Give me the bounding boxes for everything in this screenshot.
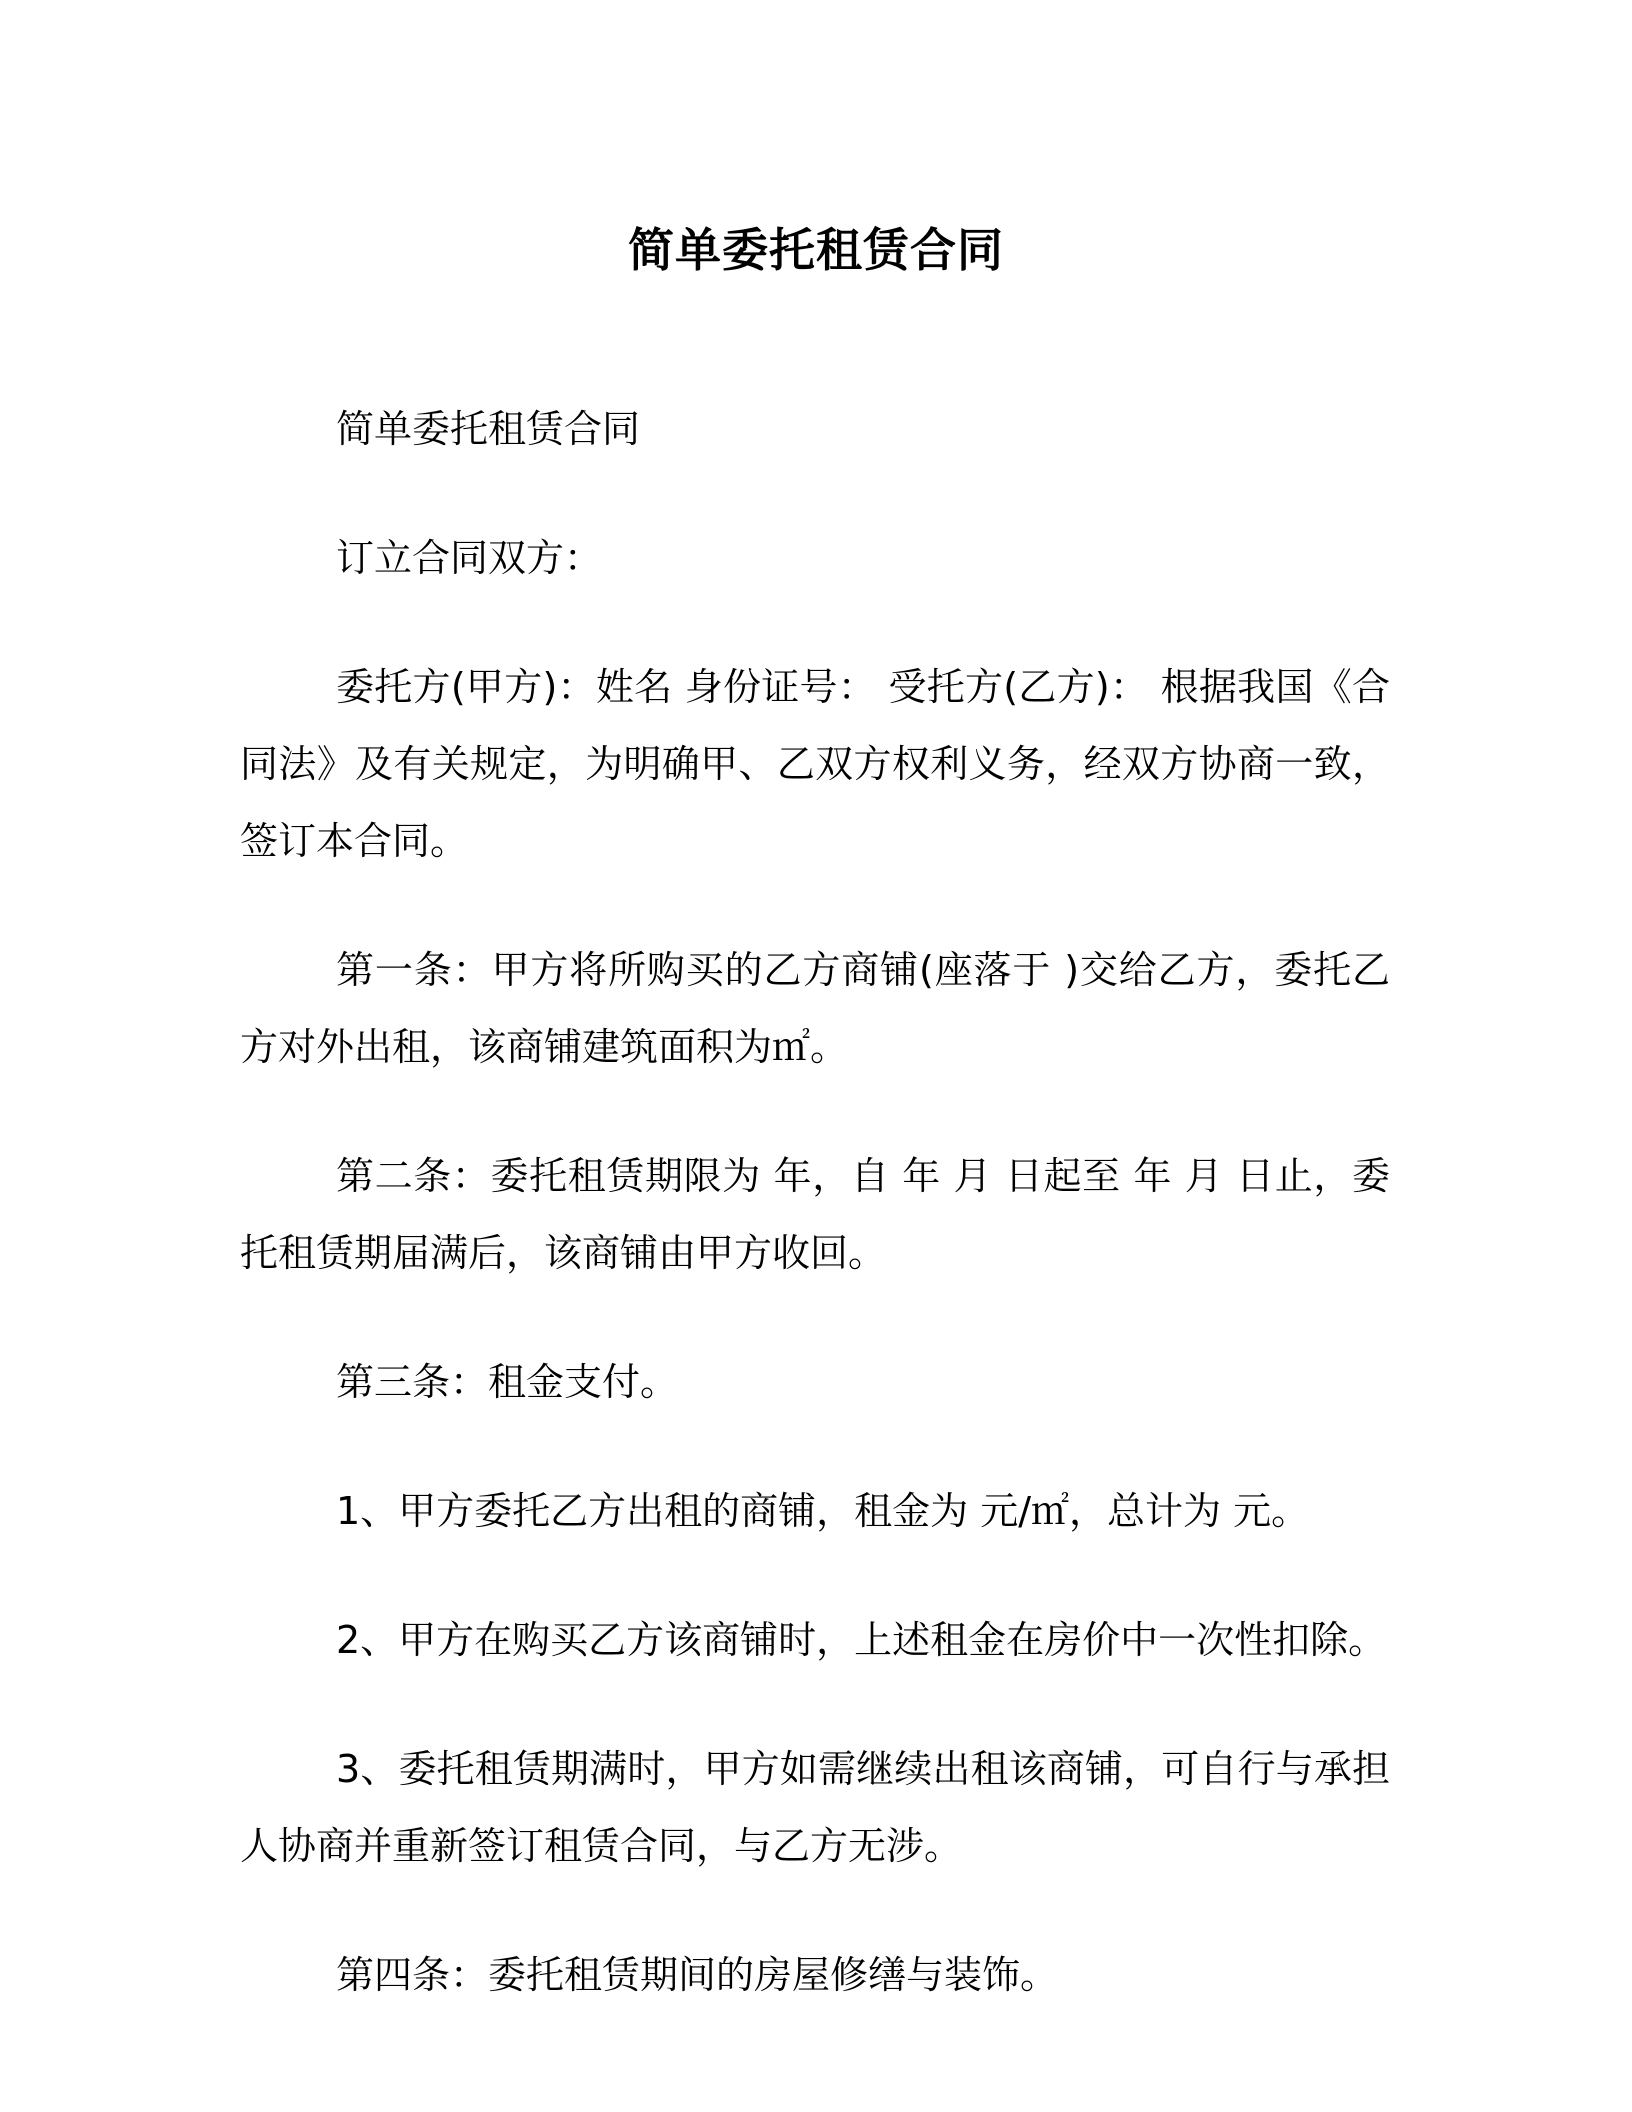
paragraph-article-1: 第一条：甲方将所购买的乙方商铺(座落于 )交给乙方，委托乙方对外出租，该商铺建筑面积为㎡。 xyxy=(240,948,1390,1069)
paragraph-heading: 简单委托租赁合同 xyxy=(336,407,641,451)
paragraph-article-2: 第二条：委托租赁期限为 年，自 年 月 日起至 年 月 日止，委托租赁期届满后，该商铺由甲方收回。 xyxy=(240,1154,1390,1275)
paragraph-article-3-item-3: 3、委托租赁期满时，甲方如需继续出租该商铺，可自行与承担人协商并重新签订租赁合同，与乙方无涉。 xyxy=(240,1747,1390,1868)
paragraph-parties-info: 委托方(甲方)：姓名 身份证号： 受托方(乙方)： 根据我国《合同法》及有关规定，为明确甲、乙双方权利义务，经双方协商一致，签订本合同。 xyxy=(240,665,1390,863)
paragraph-article-3-item-1: 1、甲方委托乙方出租的商铺，租金为 元/㎡，总计为 元。 xyxy=(336,1489,1310,1533)
paragraph-article-4: 第四条：委托租赁期间的房屋修缮与装饰。 xyxy=(336,1953,1059,1997)
document-body xyxy=(240,391,1390,2066)
paragraph-article-3: 第三条：租金支付。 xyxy=(336,1360,679,1404)
paragraph-parties-label: 订立合同双方： xyxy=(336,536,603,580)
document-title: 简单委托租赁合同 xyxy=(628,223,1004,277)
paragraph-article-3-item-2: 2、甲方在购买乙方该商铺时，上述租金在房价中一次性扣除。 xyxy=(336,1618,1387,1662)
